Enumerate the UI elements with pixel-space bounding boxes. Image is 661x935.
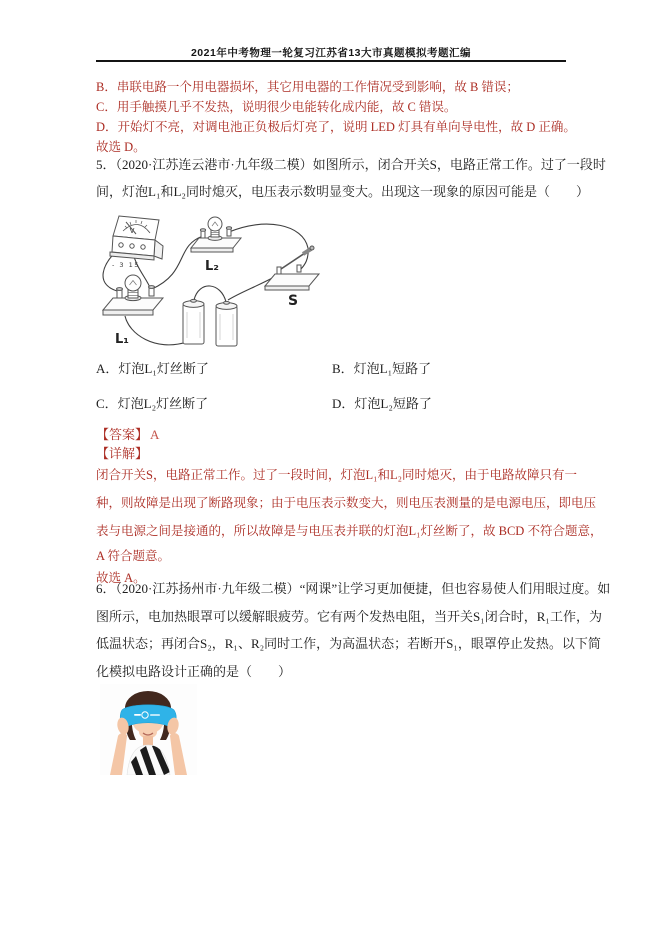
circuit-diagram	[95, 212, 380, 360]
binding-post-cap	[149, 286, 155, 289]
lamp-l2-label: L₂	[205, 259, 219, 274]
analysis-line-b: B．串联电路一个用电器损坏，其它用电器的工作情况受到影响，故 B 错误；	[96, 80, 519, 94]
stem-line: 化模拟电路设计正确的是（ ）	[96, 663, 292, 679]
circuit-figure	[95, 212, 380, 360]
stem-line: 图所示，电加热眼罩可以缓解眼疲劳。它有两个发热电阻，当开关S₁闭合时，R₁工作，为	[96, 608, 602, 624]
analysis-text-line: 种，则故障是出现了断路现象；由于电压表示数变大，则电压表测量的是电源电压，即电压	[96, 496, 597, 510]
voltmeter-terminal	[130, 244, 134, 248]
analysis-text-line: 表与电源之间是接通的，所以故障是与电压表并联的灯泡L₁灯丝断了，故 BCD 不符合题意，	[96, 524, 603, 538]
lamp-l1	[103, 275, 163, 315]
wire	[229, 224, 308, 270]
analysis-line-d: D．开始灯不亮，对调电池正负极后灯亮了，说明 LED 灯具有单向导电性，故 D 正确。	[96, 120, 576, 134]
answer-row	[96, 426, 159, 443]
stem-line: 低温状态；再闭合S₂，R₁、R₂同时工作，为高温状态；若断开S₁，眼罩停止发热。以下简	[96, 636, 601, 651]
battery-cell-1	[183, 299, 204, 344]
binding-post-cap	[200, 229, 205, 232]
bulb-glass	[208, 217, 222, 231]
stem-line: 5．（2020·江苏连云港市·九年级二模）如图所示，闭合开关S，电路正常工作。过了一段时	[96, 157, 606, 172]
header-rule	[96, 60, 566, 62]
answer-label: 【答案】	[96, 427, 149, 442]
eye-mask-photo	[100, 684, 197, 775]
binding-post-cap	[117, 288, 123, 291]
option-a: A．灯泡L₁灯丝断了	[96, 361, 209, 376]
voltmeter	[110, 216, 163, 269]
switch-base-edge	[265, 286, 309, 290]
voltmeter-terminal	[141, 245, 145, 249]
analysis-line-c: C．用手触摸几乎不发热，说明很少电能转化成内能，故 C 错误。	[96, 100, 457, 114]
stem-line: 间，灯泡L₁和L₂同时熄灭，电压表示数明显变大。出现这一现象的原因可能是（ ）	[96, 184, 589, 199]
battery-cap	[191, 299, 197, 302]
battery-body	[183, 304, 204, 344]
question5-stem	[96, 151, 606, 205]
analysis-conclusion: 故选 D。	[96, 140, 146, 154]
option-c: C．灯泡L₂灯丝断了	[96, 396, 209, 411]
lamp-l2	[191, 217, 241, 252]
voltmeter-terminal-labels: - 3 15	[112, 261, 140, 269]
eye-mask-photo-image	[100, 684, 197, 775]
mask-logo-text	[134, 714, 141, 716]
wire	[194, 286, 226, 302]
analysis-text-line: A 符合题意。	[96, 549, 170, 563]
switch-base	[265, 274, 319, 286]
option-b: B．灯泡L₁短路了	[332, 361, 432, 376]
analysis-conclusion: 故选 A。	[96, 571, 146, 585]
analysis-text-line: 闭合开关S，电路正常工作。过了一段时间，灯泡L₁和L₂同时熄灭，由于电路故障只有一	[96, 468, 577, 482]
analysis-label: 【详解】	[96, 446, 149, 461]
lamp-base-edge	[191, 248, 233, 252]
page-header-title: 2021年中考物理一轮复习江苏省13大市真题模拟考题汇编	[190, 47, 472, 59]
mask-logo-text	[150, 714, 160, 716]
wire	[125, 316, 187, 345]
option-d: D．灯泡L₂短路了	[332, 396, 432, 411]
stem-line: 6．（2020·江苏扬州市·九年级二模）“网课”让学习更加便捷，但也容易使人们用眼过度。如	[96, 581, 611, 596]
prev-question-analysis	[96, 77, 576, 157]
binding-post-cap	[226, 227, 231, 230]
voltmeter-side	[154, 240, 163, 259]
switch-knob	[310, 246, 314, 250]
battery-body	[216, 306, 237, 346]
switch-handle	[303, 249, 311, 254]
switch-label: S	[288, 293, 299, 309]
binding-post	[277, 267, 281, 274]
voltmeter-terminal	[119, 243, 123, 247]
lamp-l1-label: L₁	[115, 332, 129, 347]
switch	[265, 246, 319, 290]
voltmeter-unit-label: V	[129, 227, 135, 235]
binding-post	[297, 265, 301, 272]
lamp-base-edge	[103, 310, 153, 315]
battery-cell-2	[216, 301, 237, 346]
bulb-glass	[125, 275, 141, 291]
battery-cap	[224, 301, 230, 304]
question6-stem	[96, 575, 611, 685]
answer-value: A	[150, 427, 160, 442]
